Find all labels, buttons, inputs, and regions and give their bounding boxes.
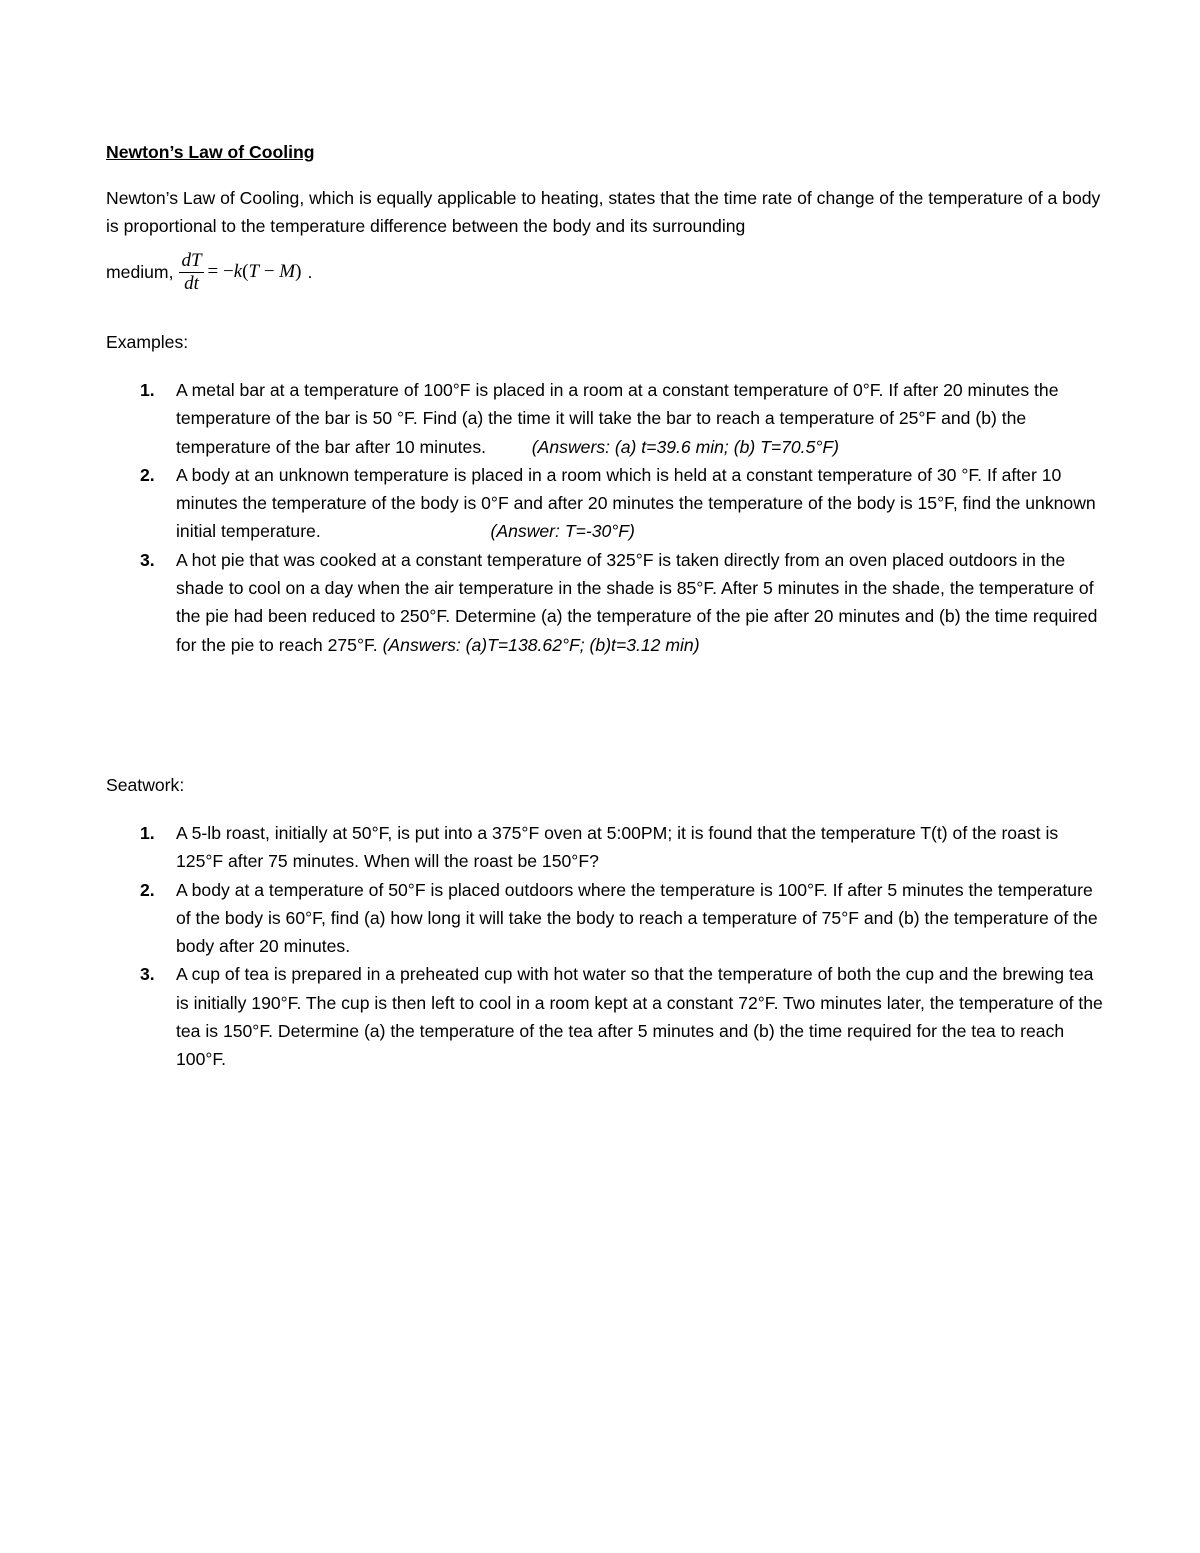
formula-fraction	[179, 250, 203, 295]
seatwork-list	[106, 819, 1106, 1074]
formula-paren-open: (	[242, 261, 249, 282]
document-page	[106, 138, 1106, 1074]
formula-equals: = −	[207, 261, 234, 282]
example-answer: (Answers: (a) t=39.6 min; (b) T=70.5°F)	[531, 436, 840, 457]
list-item	[106, 376, 1106, 461]
list-item	[106, 960, 1106, 1073]
examples-heading: Examples:	[106, 332, 189, 352]
list-item	[106, 876, 1106, 961]
intro-paragraph: Newton’s Law of Cooling, which is equally applicable to heating, states that the time rate of change of the temperature of a body is proportional to the temperature difference between the body and its surrounding	[106, 188, 1101, 236]
formula-paren-close: )	[295, 261, 302, 282]
example-answer: (Answer: T=-30°F)	[490, 521, 635, 542]
formula-minus: −	[259, 261, 280, 282]
formula-k: k	[233, 261, 243, 282]
list-item	[106, 819, 1106, 876]
list-item	[106, 461, 1106, 546]
formula-line	[106, 242, 1106, 302]
formula-rhs	[208, 261, 302, 283]
formula-prefix: medium,	[106, 261, 174, 282]
formula-numerator: dT	[181, 249, 202, 271]
list-number: 2.	[140, 464, 155, 485]
formula-suffix: .	[307, 261, 313, 282]
example-text: A metal bar at a temperature of 100°F is placed in a room at a constant temperature of 0°F. If after 20 minutes the temperature of the bar is 50 °F. Find (a) the time it will take the bar to reach a temperature of 25°F and (b) the temperature of the bar after 10 minutes.	[176, 380, 1059, 457]
page-title: Newton’s Law of Cooling	[106, 142, 315, 162]
examples-list	[106, 376, 1106, 659]
list-number: 1.	[140, 380, 155, 400]
example-answer: (Answers: (a)T=138.62°F; (b)t=3.12 min)	[382, 634, 700, 655]
formula-T: T	[248, 261, 260, 282]
list-number: 2.	[140, 879, 155, 900]
example-text: A body at an unknown temperature is placed in a room which is held at a constant temperature of 30 °F. If after 10 minutes the temperature of the body is 0°F and after 20 minutes the temperature of the body is 15°F, find the unknown initial temperature.	[176, 464, 1096, 542]
seatwork-text: A body at a temperature of 50°F is placed outdoors where the temperature is 100°F. If after 5 minutes the temperature of the body is 60°F, find (a) how long it will take the body to reach a temperature of 75°F and (b) the temperature of the body after 20 minutes.	[176, 879, 1098, 957]
list-number: 1.	[140, 822, 155, 843]
example-text: A hot pie that was cooked at a constant temperature of 325°F is taken directly from an oven placed outdoors in the shade to cool on a day when the air temperature in the shade is 85°F. After 5 minutes in the shade, the temperature of the pie had been reduced to 250°F. Determine (a) the temperature of the pie after 20 minutes and (b) the time required for the pie to reach 275°F.	[176, 549, 1098, 655]
formula-denominator: dt	[184, 272, 199, 294]
seatwork-heading: Seatwork:	[106, 774, 185, 795]
seatwork-text: A 5-lb roast, initially at 50°F, is put into a 375°F oven at 5:00PM; it is found that the temperature T(t) of the roast is 125°F after 75 minutes. When will the roast be 150°F?	[176, 822, 1059, 872]
seatwork-text: A cup of tea is prepared in a preheated cup with hot water so that the temperature of both the cup and the brewing tea is initially 190°F. The cup is then left to cool in a room kept at a constant 72°F. Two minutes later, the temperature of the tea is 150°F. Determine (a) the temperature of the tea after 5 minutes and (b) the time required for the tea to reach 100°F.	[176, 964, 1103, 1070]
list-number: 3.	[140, 549, 155, 570]
list-item	[106, 546, 1106, 659]
formula-M: M	[279, 261, 296, 282]
list-number: 3.	[140, 964, 155, 985]
